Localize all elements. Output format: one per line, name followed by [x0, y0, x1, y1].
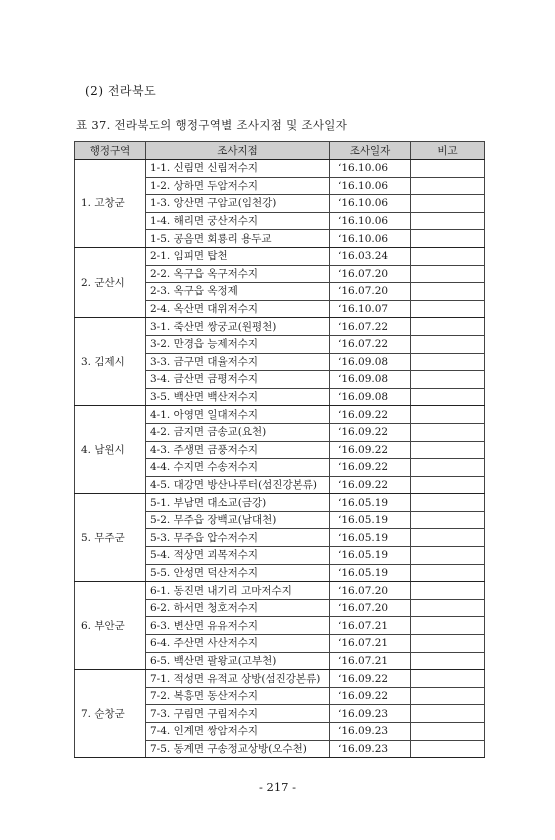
date-cell: ‘16.10.06	[330, 160, 411, 178]
region-cell: 5. 무주군	[75, 494, 146, 582]
site-cell: 1-3. 앙산면 구암교(임천강)	[146, 195, 330, 213]
note-cell	[411, 476, 485, 494]
note-cell	[411, 388, 485, 406]
site-cell: 6-1. 동진면 내기리 고마저수지	[146, 582, 330, 600]
site-cell: 1-4. 해리면 궁산저수지	[146, 212, 330, 230]
date-cell: ‘16.05.19	[330, 511, 411, 529]
note-cell	[411, 723, 485, 741]
site-cell: 7-2. 복흥면 동산저수지	[146, 687, 330, 705]
site-cell: 2-3. 옥구읍 옥정제	[146, 283, 330, 301]
site-cell: 2-1. 임피면 탑천	[146, 247, 330, 265]
site-cell: 4-1. 아영면 일대저수지	[146, 406, 330, 424]
date-cell: ‘16.09.22	[330, 687, 411, 705]
note-cell	[411, 212, 485, 230]
date-cell: ‘16.10.06	[330, 230, 411, 248]
site-cell: 1-1. 신림면 신림저수지	[146, 160, 330, 178]
note-cell	[411, 300, 485, 318]
region-cell: 6. 부안군	[75, 582, 146, 670]
site-cell: 3-2. 만경읍 능제저수지	[146, 335, 330, 353]
site-cell: 3-3. 금구면 대율저수지	[146, 353, 330, 371]
date-cell: ‘16.09.22	[330, 670, 411, 688]
site-cell: 1-2. 상하면 두암저수지	[146, 177, 330, 195]
site-cell: 7-1. 적성면 유적교 상방(섬진강본류)	[146, 670, 330, 688]
note-cell	[411, 353, 485, 371]
date-cell: ‘16.07.20	[330, 599, 411, 617]
site-cell: 3-1. 죽산면 쌍궁교(원평천)	[146, 318, 330, 336]
note-cell	[411, 406, 485, 424]
note-cell	[411, 177, 485, 195]
note-cell	[411, 441, 485, 459]
note-cell	[411, 318, 485, 336]
site-cell: 7-4. 인계면 쌍암저수지	[146, 723, 330, 741]
note-cell	[411, 705, 485, 723]
date-cell: ‘16.09.23	[330, 705, 411, 723]
site-cell: 5-1. 부남면 대소교(금강)	[146, 494, 330, 512]
date-cell: ‘16.09.22	[330, 459, 411, 477]
table-row	[75, 406, 485, 424]
note-cell	[411, 529, 485, 547]
table-header-row	[75, 142, 485, 160]
section-heading: (2) 전라북도	[85, 84, 157, 98]
note-cell	[411, 687, 485, 705]
note-cell	[411, 599, 485, 617]
note-cell	[411, 617, 485, 635]
note-cell	[411, 494, 485, 512]
date-cell: ‘16.09.08	[330, 371, 411, 389]
note-cell	[411, 670, 485, 688]
table-caption: 표 37. 전라북도의 행정구역별 조사지점 및 조사일자	[76, 118, 348, 132]
date-cell: ‘16.09.22	[330, 423, 411, 441]
note-cell	[411, 247, 485, 265]
date-cell: ‘16.07.21	[330, 635, 411, 653]
region-cell: 7. 순창군	[75, 670, 146, 758]
header-date: 조사일자	[330, 142, 411, 160]
site-cell: 2-2. 옥구읍 옥구저수지	[146, 265, 330, 283]
site-cell: 3-4. 금산면 금평저수지	[146, 371, 330, 389]
note-cell	[411, 335, 485, 353]
date-cell: ‘16.05.19	[330, 529, 411, 547]
date-cell: ‘16.10.06	[330, 195, 411, 213]
table-row	[75, 670, 485, 688]
header-site: 조사지점	[146, 142, 330, 160]
date-cell: ‘16.05.19	[330, 564, 411, 582]
site-cell: 5-4. 적상면 괴목저수지	[146, 547, 330, 565]
site-cell: 5-5. 안성면 덕산저수지	[146, 564, 330, 582]
site-cell: 6-5. 백산면 팔왕교(고부천)	[146, 652, 330, 670]
note-cell	[411, 740, 485, 758]
note-cell	[411, 371, 485, 389]
site-cell: 6-4. 주산면 사산저수지	[146, 635, 330, 653]
date-cell: ‘16.05.19	[330, 494, 411, 512]
date-cell: ‘16.09.22	[330, 406, 411, 424]
date-cell: ‘16.09.08	[330, 353, 411, 371]
site-cell: 5-2. 무주읍 장백교(남대천)	[146, 511, 330, 529]
region-cell: 2. 군산시	[75, 247, 146, 317]
note-cell	[411, 283, 485, 301]
table-row	[75, 247, 485, 265]
region-cell: 4. 남원시	[75, 406, 146, 494]
survey-table	[74, 141, 485, 758]
date-cell: ‘16.07.22	[330, 335, 411, 353]
site-cell: 6-2. 하서면 청호저수지	[146, 599, 330, 617]
date-cell: ‘16.09.23	[330, 740, 411, 758]
date-cell: ‘16.07.22	[330, 318, 411, 336]
site-cell: 7-5. 동계면 구송정교상방(오수천)	[146, 740, 330, 758]
note-cell	[411, 652, 485, 670]
date-cell: ‘16.07.20	[330, 582, 411, 600]
site-cell: 7-3. 구림면 구림저수지	[146, 705, 330, 723]
date-cell: ‘16.09.23	[330, 723, 411, 741]
table-body	[75, 160, 485, 758]
date-cell: ‘16.07.20	[330, 283, 411, 301]
date-cell: ‘16.03.24	[330, 247, 411, 265]
note-cell	[411, 265, 485, 283]
date-cell: ‘16.09.22	[330, 441, 411, 459]
site-cell: 5-3. 무주읍 압수저수지	[146, 529, 330, 547]
site-cell: 6-3. 변산면 유유저수지	[146, 617, 330, 635]
table-row	[75, 494, 485, 512]
page-number: - 217 -	[258, 780, 297, 794]
date-cell: ‘16.10.07	[330, 300, 411, 318]
note-cell	[411, 564, 485, 582]
site-cell: 1-5. 공음면 회룡리 용두교	[146, 230, 330, 248]
site-cell: 3-5. 백산면 백산저수지	[146, 388, 330, 406]
region-cell: 3. 김제시	[75, 318, 146, 406]
site-cell: 4-5. 대강면 방산나루터(섬진강본류)	[146, 476, 330, 494]
table-row	[75, 582, 485, 600]
region-cell: 1. 고창군	[75, 160, 146, 248]
site-cell: 4-2. 금지면 금송교(요천)	[146, 423, 330, 441]
note-cell	[411, 511, 485, 529]
date-cell: ‘16.07.21	[330, 617, 411, 635]
note-cell	[411, 160, 485, 178]
note-cell	[411, 230, 485, 248]
note-cell	[411, 459, 485, 477]
site-cell: 2-4. 옥산면 대위저수지	[146, 300, 330, 318]
date-cell: ‘16.10.06	[330, 212, 411, 230]
note-cell	[411, 423, 485, 441]
date-cell: ‘16.07.21	[330, 652, 411, 670]
note-cell	[411, 195, 485, 213]
date-cell: ‘16.07.20	[330, 265, 411, 283]
table-row	[75, 318, 485, 336]
header-note: 비고	[411, 142, 485, 160]
header-region: 행정구역	[75, 142, 146, 160]
note-cell	[411, 547, 485, 565]
site-cell: 4-4. 수지면 수송저수지	[146, 459, 330, 477]
note-cell	[411, 582, 485, 600]
date-cell: ‘16.10.06	[330, 177, 411, 195]
site-cell: 4-3. 주생면 금풍저수지	[146, 441, 330, 459]
date-cell: ‘16.09.22	[330, 476, 411, 494]
date-cell: ‘16.05.19	[330, 547, 411, 565]
table-row	[75, 160, 485, 178]
date-cell: ‘16.09.08	[330, 388, 411, 406]
note-cell	[411, 635, 485, 653]
